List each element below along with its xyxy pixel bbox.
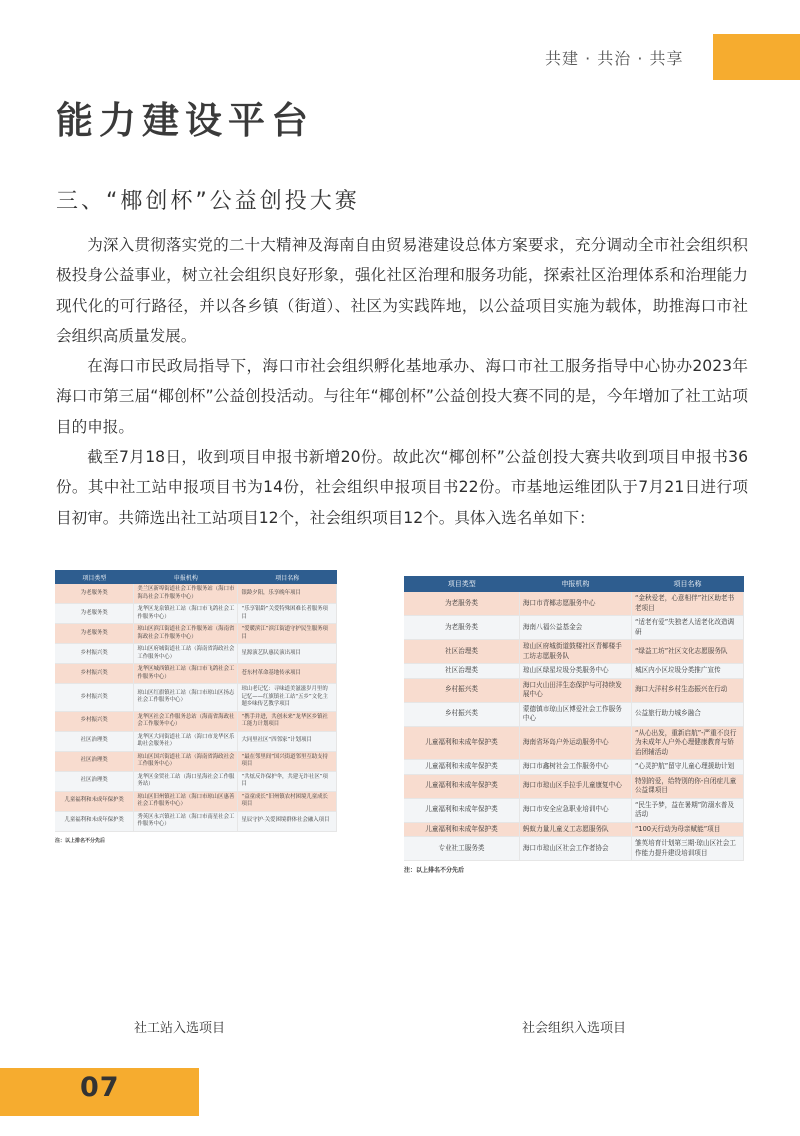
table-row <box>55 684 337 712</box>
cell-project-type: 为老服务类 <box>404 616 519 640</box>
paragraph-2: 在海口市民政局指导下，海口市社会组织孵化基地承办、海口市社工服务指导中心协办2023年海口市第三届“椰创杯”公益创投活动。与往年“椰创杯”公益创投大赛不同的是，今年增加了社工站项目的申报。 <box>56 357 748 436</box>
table-row <box>55 791 337 811</box>
cell-project-name: “共炫反诈保护伞，共建无诈社区”项目 <box>238 771 337 791</box>
social-work-station-table <box>55 570 337 844</box>
cell-project-name: 苍东村革命基地传承项目 <box>238 664 337 684</box>
cell-organization: 龙华区大同街道社工站（海口市龙华区乐助社会服务社） <box>134 731 238 751</box>
cell-organization: 海口市琼山区社会工作者协会 <box>519 837 631 861</box>
cell-project-type: 乡村振兴类 <box>404 678 519 702</box>
table-row <box>55 771 337 791</box>
table-row <box>404 592 744 616</box>
cell-organization: 海口市青椰志愿服务中心 <box>519 592 631 616</box>
page-number: 07 <box>80 1072 120 1103</box>
cell-project-type: 儿童福利和未成年保护类 <box>404 726 519 760</box>
cell-project-name: “绿益工坊”社区文化志愿服务队 <box>631 640 743 664</box>
table-note: 注：以上排名不分先后 <box>404 867 465 874</box>
section-title: 三、“椰创杯”公益创投大赛 <box>56 189 360 214</box>
body-text <box>56 230 748 533</box>
cell-organization: 海南八福公益基金会 <box>519 616 631 640</box>
cell-project-name: 雏英培育计划第三期·琼山区社会工作能力提升建设培训项目 <box>631 837 743 861</box>
cell-project-type: 社区治理类 <box>55 751 134 771</box>
column-header-org: 申报机构 <box>134 570 238 584</box>
cell-organization: 琼山区红旗镇社工站（海口市琼山区扬志社会工作服务中心） <box>134 684 238 712</box>
cell-organization: 海口市鑫树社会工作服务中心 <box>519 760 631 775</box>
table-row <box>55 644 337 664</box>
table-row <box>55 711 337 731</box>
cell-project-type: 乡村振兴类 <box>55 644 134 664</box>
cell-project-name: 大同里社区“四邻家”计划项目 <box>238 731 337 751</box>
table-row <box>55 624 337 644</box>
paragraph-1: 为深入贯彻落实党的二十大精神及海南自由贸易港建设总体方案要求，充分调动全市社会组织积极投身公益事业，树立社会组织良好形象，强化社区治理和服务功能，探索社区治理体系和治理能力现代化的可行路径，并以各乡镇（街道）、社区为实践阵地，以公益项目实施为载体，助推海口市社会组织高质量发展。 <box>56 236 748 345</box>
cell-project-type: 儿童福利和未成年保护类 <box>55 811 134 831</box>
cell-project-name: 银龄夕阳，乐享晚年项目 <box>238 584 337 604</box>
table-row <box>55 811 337 831</box>
cell-organization: 蒙德镇市琼山区博爱社会工作服务中心 <box>519 702 631 726</box>
cell-project-name: 公益旅行助力城乡融合 <box>631 702 743 726</box>
cell-project-type: 为老服务类 <box>55 604 134 624</box>
cell-project-type: 乡村振兴类 <box>404 702 519 726</box>
cell-project-type: 为老服务类 <box>55 584 134 604</box>
cell-project-name: 琼山老记忆：寻味道美滋滋岁月里的记忆——红旗镇社工站“五乡”文化主题乡味传艺教学项目 <box>238 684 337 712</box>
column-header-name: 项目名称 <box>238 570 337 584</box>
cell-organization: 琼山区府城街道社工站（海南省海政社会工作服务中心） <box>134 644 238 664</box>
cell-project-type: 社区治理类 <box>55 771 134 791</box>
cell-project-type: 乡村振兴类 <box>55 684 134 712</box>
cell-organization: 龙华区金贸社工站（海口星海社会工作服务站） <box>134 771 238 791</box>
cell-project-name: 城区内小区垃圾分类推广宣传 <box>631 664 743 679</box>
table-row <box>404 678 744 702</box>
cell-project-name: “最在邻里间”国兴街道邻里互助支持项目 <box>238 751 337 771</box>
cell-organization: 海南省环岛户外运动服务中心 <box>519 726 631 760</box>
cell-organization: 蚂蚁力量儿童义工志愿服务队 <box>519 822 631 837</box>
column-header-org: 申报机构 <box>519 576 631 592</box>
table-row <box>55 604 337 624</box>
table-row <box>404 640 744 664</box>
table-row <box>404 664 744 679</box>
header-tagline: 共建 · 共治 · 共享 <box>545 49 684 68</box>
table-row <box>404 798 744 822</box>
cell-organization: 琼山区国兴街道社工站（海南省海政社会工作服务中心） <box>134 751 238 771</box>
table-header-row <box>404 576 744 592</box>
cell-project-name: “100天行动为母亲赋能”项目 <box>631 822 743 837</box>
cell-organization: 龙华区城西镇社工站（海口市飞鸽社会工作服务中心） <box>134 664 238 684</box>
table-row <box>55 584 337 604</box>
cell-organization: 海口市琼山区手拉手儿童康复中心 <box>519 774 631 798</box>
caption-social-organization: 社会组织入选项目 <box>522 1021 627 1036</box>
cell-project-name: “金秋爱老，心意相伴”社区助老书老项目 <box>631 592 743 616</box>
cell-organization: 龙华区龙泉镇社工站（海口市飞鸽社会工作服务中心） <box>134 604 238 624</box>
cell-project-name: 特别的爱，给特别的你-自闭症儿童公益课项目 <box>631 774 743 798</box>
cell-organization: 海口火山田洋生态保护与可持续发展中心 <box>519 678 631 702</box>
paragraph-3: 截至7月18日，收到项目申报书新增20份。故此次“椰创杯”公益创投大赛共收到项目申报书36份。其中社工站申报项目书为14份，社会组织申报项目书22份。市基地运维团队于7月21日进行项目初审。共筛选出社工站项目12个，社会组织项目12个。具体入选名单如下： <box>56 448 748 527</box>
cell-organization: 龙华区社会工作服务总站（海南省海政社会工作服务中心） <box>134 711 238 731</box>
table-row <box>404 702 744 726</box>
cell-project-name: “民生予梦，益在暑期”防溺水普及活动 <box>631 798 743 822</box>
cell-project-type: 社区治理类 <box>404 664 519 679</box>
table-row <box>404 837 744 861</box>
table-note: 注：以上排名不分先后 <box>55 837 106 844</box>
cell-project-type: 儿童福利和未成年保护类 <box>404 798 519 822</box>
cell-project-name: 星辰守护·关爱困境群体社会融入项目 <box>238 811 337 831</box>
cell-project-name: 海口大洋村乡村生态振兴在行动 <box>631 678 743 702</box>
corner-accent-block <box>713 34 800 80</box>
cell-project-type: 儿童福利和未成年保护类 <box>404 774 519 798</box>
cell-organization: 秀英区永兴镇社工站（海口市南星社会工作服务中心） <box>134 811 238 831</box>
cell-project-type: 儿童福利和未成年保护类 <box>404 822 519 837</box>
table-row <box>404 726 744 760</box>
cell-project-name: “乐享银龄”关爱特殊困难长者服务项目 <box>238 604 337 624</box>
table-header-row <box>55 570 337 584</box>
cell-project-name: “适老有爱”失独老人适老化改造调研 <box>631 616 743 640</box>
social-organization-table <box>404 576 744 874</box>
cell-project-type: 乡村振兴类 <box>55 664 134 684</box>
cell-project-type: 为老服务类 <box>55 624 134 644</box>
cell-project-name: “爱暖滨江”滨江街道守护民生服务项目 <box>238 624 337 644</box>
cell-project-name: “益童成长”旧州镇农村困境儿童成长项目 <box>238 791 337 811</box>
cell-project-type: 社区治理类 <box>404 640 519 664</box>
cell-project-type: 社区治理类 <box>55 731 134 751</box>
column-header-type: 项目类型 <box>55 570 134 584</box>
table-row <box>404 760 744 775</box>
cell-project-name: “心灵护航”留守儿童心理援助计划 <box>631 760 743 775</box>
page-title: 能力建设平台 <box>56 99 314 142</box>
cell-project-type: 乡村振兴类 <box>55 711 134 731</box>
cell-organization: 美兰区新埠街道社会工作服务站（海口市海岛社会工作服务中心） <box>134 584 238 604</box>
cell-organization: 琼山区绿星垃圾分类服务中心 <box>519 664 631 679</box>
cell-project-type: 儿童福利和未成年保护类 <box>55 791 134 811</box>
cell-organization: 琼山区滨江街道社会工作服务站（海南省海政社会工作服务中心） <box>134 624 238 644</box>
cell-organization: 琼山区旧州镇社工站（海口市琼山区惠善社会工作服务中心） <box>134 791 238 811</box>
cell-organization: 海口市安全应急职业培训中心 <box>519 798 631 822</box>
cell-project-type: 为老服务类 <box>404 592 519 616</box>
table-row <box>55 731 337 751</box>
cell-project-name: 星源演艺队惠民演出项目 <box>238 644 337 664</box>
column-header-name: 项目名称 <box>631 576 743 592</box>
table-row <box>404 774 744 798</box>
cell-project-type: 儿童福利和未成年保护类 <box>404 760 519 775</box>
column-header-type: 项目类型 <box>404 576 519 592</box>
table-row <box>55 664 337 684</box>
cell-project-name: “携手并进，共创未来”龙华区乡镇社工能力计划项目 <box>238 711 337 731</box>
table-row <box>404 822 744 837</box>
table-row <box>404 616 744 640</box>
table-row <box>55 751 337 771</box>
cell-project-type: 专业社工服务类 <box>404 837 519 861</box>
cell-organization: 琼山区府城街道鼓楼社区青椰楼手工坊志愿服务队 <box>519 640 631 664</box>
caption-social-work-station: 社工站入选项目 <box>134 1021 226 1036</box>
cell-project-name: “从心出发，重新启航”-严重不良行为未成年人户外心理健康教育与矫治团辅活动 <box>631 726 743 760</box>
